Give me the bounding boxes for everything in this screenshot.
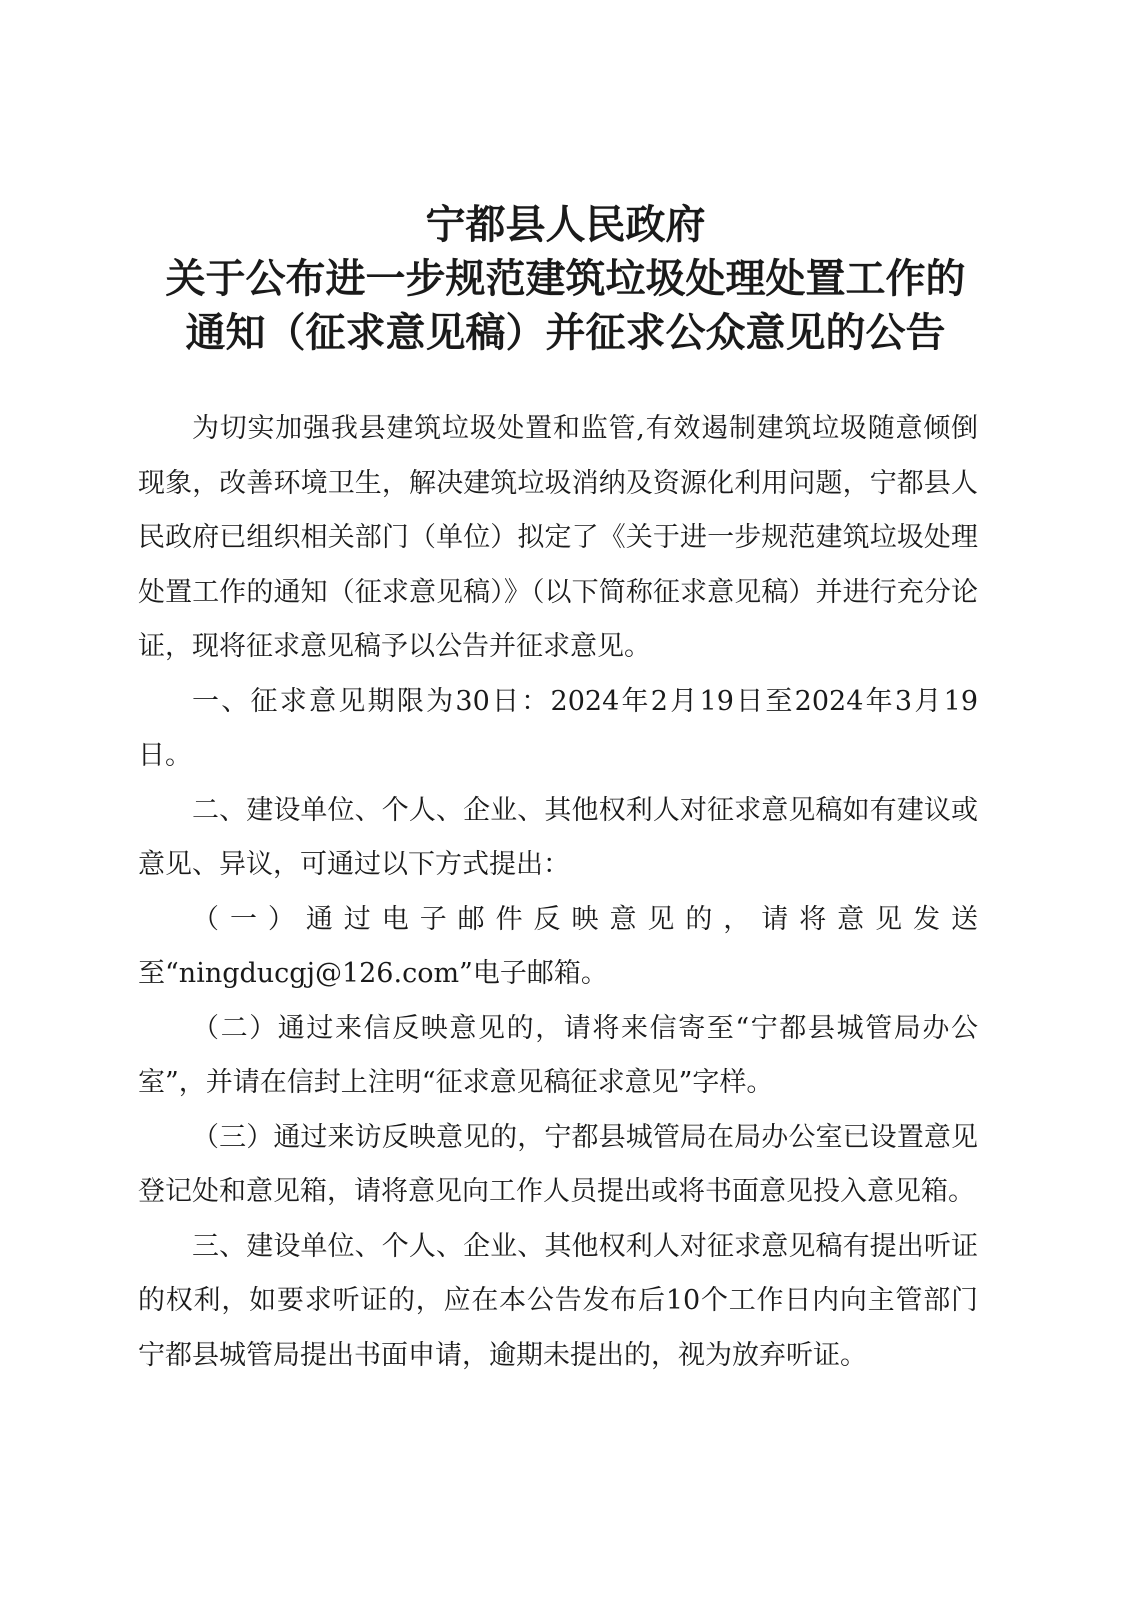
paragraph-visit: （三）通过来访反映意见的，宁都县城管局在局办公室已设置意见登记处和意见箱，请将意见向工作人员提出或将书面意见投入意见箱。 bbox=[138, 1121, 978, 1207]
title-line-issuer: 宁都县人民政府 bbox=[425, 202, 706, 248]
document-body bbox=[138, 402, 978, 1383]
paragraph-email: （一）通过电子邮件反映意见的，请将意见发送至“ningducgj@126.com”电子邮箱。 bbox=[138, 903, 978, 989]
paragraph-period: 一、征求意见期限为30日：2024年2月19日至2024年3月19日。 bbox=[138, 685, 978, 771]
paragraph-intro: 为切实加强我县建筑垃圾处置和监管,有效遏制建筑垃圾随意倾倒现象，改善环境卫生，解决建筑垃圾消纳及资源化利用问题，宁都县人民政府已组织相关部门（单位）拟定了《关于进一步规范建筑垃圾处理处置工作的通知（征求意见稿）》（以下简称征求意见稿）并进行充分论证，现将征求意见稿予以公告并征求意见。 bbox=[138, 413, 978, 662]
title-line-announcement: 通知（征求意见稿）并征求公众意见的公告 bbox=[185, 310, 946, 356]
paragraph-methods: 二、建设单位、个人、企业、其他权利人对征求意见稿如有建议或意见、异议，可通过以下方式提出： bbox=[138, 794, 978, 880]
title-line-subject: 关于公布进一步规范建筑垃圾处理处置工作的 bbox=[165, 256, 966, 302]
paragraph-letter: （二）通过来信反映意见的，请将来信寄至“宁都县城管局办公室”，并请在信封上注明“征求意见稿征求意见”字样。 bbox=[138, 1012, 978, 1098]
paragraph-hearing: 三、建设单位、个人、企业、其他权利人对征求意见稿有提出听证的权利，如要求听证的，应在本公告发布后10个工作日内向主管部门宁都县城管局提出书面申请，逾期未提出的，视为放弃听证。 bbox=[138, 1230, 978, 1371]
document-title bbox=[0, 198, 1131, 360]
